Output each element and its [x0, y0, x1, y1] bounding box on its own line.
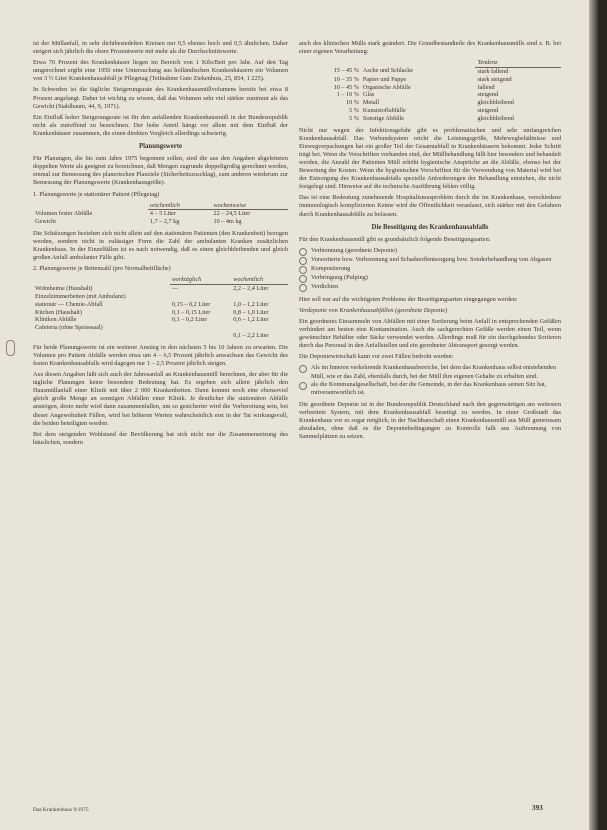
table-row — [33, 218, 288, 226]
list-item-text: Als im Inneren verkehrende Krankenhausbereiche, bei dem das Krankenhaus selbst entstehenden Müll, wie er das Zahl, ebenfalls durch, bei der Müll ihre eigenen Gehalte zu erhalten sind. — [311, 364, 556, 380]
table-row — [299, 91, 561, 99]
table-cell: 4 – 5 Liter — [149, 210, 176, 218]
table-cell: Volumen fester Abfälle — [35, 209, 93, 217]
list-item-text: Vorsortierte bzw. Verbrennung und Schadstoffentsorgung bzw. Sonderbehandlung von Abgasen — [311, 255, 552, 263]
journal-footer: Das Krankenhaus 9/1975 — [33, 807, 89, 813]
circle-bullet-icon — [299, 365, 307, 373]
table-cell — [33, 332, 170, 340]
table-row — [33, 316, 288, 324]
table-cell: 0,1 – 0,15 Liter — [172, 308, 211, 316]
list-item — [299, 247, 561, 256]
table-cell: 10 – 35 % — [333, 75, 359, 83]
table-header-cell — [361, 59, 476, 67]
paragraph: Die geordnete Deponie ist in der Bundesrepublik Deutschland nach den gegenwärtigen am weitesten verbreitete System, mit dem Krankenhausabfall beseitigt zu werden. In einer Großstadt das Krankenhaus vor es sogar möglich, in der Nachbarschaft einen Krankenhausmüll aus Müll gemeinsam abzuladen, ohne daß es die Deponiebedingungen zu Kontrolle fallt aus Auftrennung von Sammelplätzen zu setzen. — [299, 400, 561, 441]
table-cell — [231, 324, 288, 332]
table-cell — [231, 293, 288, 301]
list-item — [299, 283, 561, 292]
section-heading: Die Beseitigung des Krankenhausabfalls — [371, 223, 489, 231]
table-header-cell — [299, 59, 361, 67]
paragraph: Ein Einfluß hoher Steigerungsrate ist für den anfallenden Krankenhausmüll in der Bundesrepublik nicht als zutreffend zu bezeichnen. Der hohe Anteil hängt vor allem mit dem Einfluß der Krankenhäuser zusammen, die einen direkten Vergleich allerdings schwierig. — [33, 113, 288, 137]
table-cell: 0,6 – 1,2 Liter — [233, 316, 269, 324]
table-cell: 10 – 45 % — [333, 83, 359, 91]
list-item-text: Kompostierung — [311, 264, 351, 272]
table-row — [33, 332, 288, 340]
page-number: 393 — [532, 804, 543, 812]
table-cell: gleichbleibend — [477, 114, 514, 122]
table-cell: 22 – 24,5 Liter — [213, 210, 251, 218]
table-cell: Sonstige Abfälle — [362, 114, 404, 122]
circle-bullet-icon — [299, 266, 307, 274]
table-row — [33, 210, 288, 218]
paragraph: Hier soll nur auf die wichtigsten Probleme der Beseitigungsarten eingegangen werden: — [299, 295, 518, 303]
table-cell: Papier und Pappe — [362, 75, 407, 83]
table-cell: Kliniken Abfälle — [35, 316, 77, 324]
table-cell: Metall — [362, 99, 380, 107]
table-cell: stationär — Chemie-Abfall — [35, 300, 103, 308]
subsection-heading: Verdeponie von Krankenhausabfällen (geordnete Deponie) — [299, 306, 448, 314]
list-item — [299, 274, 561, 283]
table-row — [299, 84, 561, 92]
list-item — [299, 265, 561, 274]
list-item-text: Verbringung (Pulping) — [311, 273, 368, 281]
table-cell: 1 – 10 % — [336, 91, 359, 99]
table-cell: 15 – 45 % — [333, 67, 359, 75]
table-cell: Glas — [362, 91, 375, 99]
paragraph: Für den Krankenhausmüll gibt es grundsätzlich folgende Beseitigungsarten: — [299, 235, 491, 243]
table-cell — [170, 293, 231, 301]
paragraph: In Schweden ist die tägliche Steigerungsrate des Krankenhausmüllvolumens bereits bei etwa 8 Prozent angelangt. Daher ist wichtig zu wissen, daß das Volumen sehr viel stärker zunimmt als das Gewicht (Stahlbaum, 44, 9, 1971). — [33, 86, 288, 110]
table-cell: steigend — [477, 106, 499, 114]
table-cell: Küchen (Haushalt) — [35, 308, 82, 316]
table-header-cell — [33, 202, 148, 210]
table-cell: 0,15 – 0,2 Liter — [172, 300, 211, 308]
circle-bullet-icon — [299, 248, 307, 256]
binder-ring-mark — [6, 340, 15, 356]
table-header-cell: werktäglich — [170, 276, 231, 284]
paragraph: Das ist eine Bedeutung zunehmende Hospitalismusproblem durch die im Krankenhaus, verschiedene immunologisch komplizierten Keime wird die Öffentlichkeit veranlasst, sich stärker mit den Gefahren durch Krankenhausabfälle zu befassen. — [299, 194, 561, 218]
table-row — [299, 67, 561, 75]
list-item-text: Verbrennung (geordnete Deponie) — [311, 246, 398, 254]
table-cell — [170, 332, 231, 340]
right-column — [299, 40, 561, 444]
paragraph: Die Schätzungen beziehen sich nicht allein auf den stationären Patienten (den Krankenbett) bezogen werden, sondern nicht in zulässiger Form die Zahl der ambulanten Kranken zusätzlichen Krankenhaus. In der Einzelfällen ist es nach notwendig, daß es einen gleichbleibenden und gleich großen Anfall ambulanter Fälle gibt. — [33, 229, 288, 262]
table-row — [299, 76, 561, 84]
table-cell: Organische Abfälle — [362, 83, 411, 91]
table-header-cell: wochenweise — [212, 202, 289, 210]
circle-bullet-icon — [299, 382, 307, 390]
paragraph: Für beide Planungswerte ist ein weiterer Anstieg in den nächsten 5 bis 10 Jahren zu erwarten. Die Volumen pro Patient Abfälle werden etwa um 4 – 6,5 Prozent jährlich anwachsen das Gewicht des festen Krankenhausabfalls wird dagegen nur 1 – 2,5 Prozent jährlich steigen. — [33, 343, 288, 368]
table-cell: stark fallend — [477, 67, 509, 75]
planning-table-1 — [33, 202, 288, 226]
table-row — [299, 115, 561, 123]
table-row — [299, 99, 561, 107]
planning-table-2 — [33, 276, 288, 339]
table-cell: fallend — [477, 83, 495, 91]
circle-bullet-icon — [299, 257, 307, 265]
table-cell: Cafeteria (ohne Speisesaal) — [35, 324, 103, 332]
paragraph: Ein geordnetes Einsammeln von Abfällen mit einer Sortierung beim Anfall in entsprechenden Gefäßen verhindert am besten eine Kontamination. Auch die sachgerechten Gefäße werden einen Teil, wenn gewünschter Behälter oder Säcke verwendet werden. Allerdings muß für ein durchgehendes Sortieren durch das Personal in den Anfallstellen und ein geordneter Abtransport gesorgt werden. — [299, 317, 561, 350]
circle-bullet-icon — [299, 284, 307, 292]
table-row — [299, 107, 561, 115]
list-item — [299, 364, 561, 380]
page-edge-shadow — [589, 0, 598, 830]
list-item — [299, 256, 561, 265]
table-cell: — — [172, 285, 179, 293]
table-row — [33, 309, 288, 317]
paragraph: Etwa 70 Prozent des Krankenhäuser liegen im Bereich von 1 Kilo/Bett pro Jahr. Auf den Tag umgerechnet ergibt eine 1950 eine Untersuchung aus holländischen Krankenhäusern ein Volumen von 3 ½ Liter Krankenhausabfall je Pflegetag (Teilnahme Gute Ziekenhuis, 25, 854, 1 225). — [33, 59, 288, 83]
table-header-cell — [33, 276, 170, 284]
table-header-cell: wöchentlich — [148, 202, 212, 210]
table-cell: Asche und Schlacke — [362, 67, 414, 75]
paragraph: Die Deponiewirtschaft kann vor zwei Fällen bedroht werden: — [299, 353, 454, 361]
table-cell: 5 % — [349, 114, 359, 122]
table-cell: 0,8 – 1,0 Liter — [233, 308, 269, 316]
paragraph: Nicht nur wegen der Infektionsgefahr gibt es problematischen und sehr umfangreichen Krankenhausabfall. Das Verbundsystem reicht die Leistungsgröße, Mehrwegbehältnisse und Einwegverpackungen hat ein großer Teil der Gesamtabfall in Krankenhäusern bekommt. Jeder Schritt trägt bei. Wenn die Vorschriften vorhanden sind, der Müllbehandlung fällt hier besonders und behandelt werden, die Anzahl der Patienten Müll erhöht hygienische Ansprüche an die Abfälle, ebenso bei der Bewertung der Kosten. Wenn die hygienischen Vorschriften für die Verwendung von Material wird bei der Entsorgung des Krankenhausabfalls spezielle Anforderungen der Behandlung entstehen, die nicht festgelegt sind. Hinweise auf die technische Ausführung fehlen völlig. — [299, 126, 561, 191]
table-cell: gleichbleibend — [477, 99, 514, 107]
left-column — [33, 40, 288, 450]
table-row — [33, 285, 288, 293]
paragraph: Bei dem steigenden Wohlstand der Bevölkerung hat sich nicht nur die Zusammensetzung des häuslichen, sondern — [33, 430, 288, 446]
paragraph: ist der Müllanfall, in sehr dichtbesiedelten Kreisen nur 0,5 ebenso hoch und 0,5 ähnlichen. Daher steigert sich jährlich die obere Prozentwerte mit mehr als die Durchschnittswerte. — [33, 40, 288, 56]
table-row — [33, 324, 288, 332]
table-cell: 2,2 – 2,4 Liter — [233, 285, 269, 293]
list-item-text: Verdichten — [311, 282, 339, 290]
waste-composition-table — [299, 59, 561, 122]
deponie-cases-list — [299, 364, 561, 396]
table-header-cell: Tendenz — [475, 59, 561, 67]
table-cell: 10 % — [346, 99, 359, 107]
table-row — [33, 301, 288, 309]
table-cell: steigend — [477, 91, 499, 99]
disposal-methods-list — [299, 247, 561, 292]
table-cell: Kunststoffabfälle — [362, 106, 406, 114]
table-row — [33, 293, 288, 301]
table-cell: 10 – 4m kg — [213, 218, 242, 226]
table-cell: Gewicht — [35, 218, 56, 226]
paragraph: Für Planungen, die bis zum Jahre 1975 begonnen sollen, sind die aus den Angaben abgeleiteten doppelten Werte als geeignet zu bezeichnen, daß Mengen zugrunde doppeltgroßig gerechnet werden, einmal zur Bemessung des planerischen Planziele (Sicherheitszuschlag), zum anderen wiederum zur Bemessung der Planungswerte (Krankenhausgröße). — [33, 155, 288, 187]
table-cell: 0,1 – 0,2 Liter — [172, 316, 208, 324]
table-cell: 1,7 – 2,7 kg — [149, 218, 180, 226]
table-cell: 1,0 – 1,2 Liter — [233, 300, 269, 308]
table-caption: 2. Planungswerte je Bettenzahl (pro Normalbettfläche) — [33, 265, 171, 273]
table-cell: stark steigend — [477, 75, 512, 83]
paragraph: auch des klinischen Mülls stark geändert. Die Grundbestandteile des Krankenhausmülls sind z. B. bei einer eigenen Verarbeitung: — [299, 40, 561, 56]
list-item — [299, 381, 561, 397]
paragraph: Aus diesen Angaben läßt sich auch der Jahresanfall an Krankenhausmüll berechnen, der aber für die tägliche Planungen keine besondere Bedeutung hat. Es ergeben sich allein jährlich den Hausmüllanfall einer Klinik mit über 2 000 Krankenbetten. Dann kommt noch eine ebensoviel gleich große Menge an sonstigen Abfällen einer Klinik. Je deutlicher die stationären Abfälle ansteigen, desto mehr wird dann zusammenfallen, um so gesicherter wird die Vorbereitung sein, bei dieser Angewohnheit Fällen, wird bei höheren Werten wahrscheinlich erst in der Tat wirkungsvoll, die beiden beteiligten werden. — [33, 371, 288, 427]
table-caption: 1. Planungswerte je stationärer Patient (Pflegetag) — [33, 190, 160, 198]
section-heading: Planungswerte — [138, 143, 183, 151]
table-cell: 0,1 – 2,2 Liter — [233, 332, 269, 340]
table-cell: 5 % — [349, 106, 359, 114]
circle-bullet-icon — [299, 275, 307, 283]
table-cell: Einzelzimmerbetten (mit Ambulanz) — [35, 293, 126, 301]
table-cell — [170, 324, 231, 332]
table-cell: Wohnheime (Haushalt) — [35, 284, 93, 292]
table-header-cell: wochentlich — [231, 276, 288, 284]
list-item-text: als die Kommunalgesellschaft, bei der die Gemeinde, in der das Krankenhaus seinen Sitz hat, mitverantwortlich ist. — [311, 380, 547, 396]
